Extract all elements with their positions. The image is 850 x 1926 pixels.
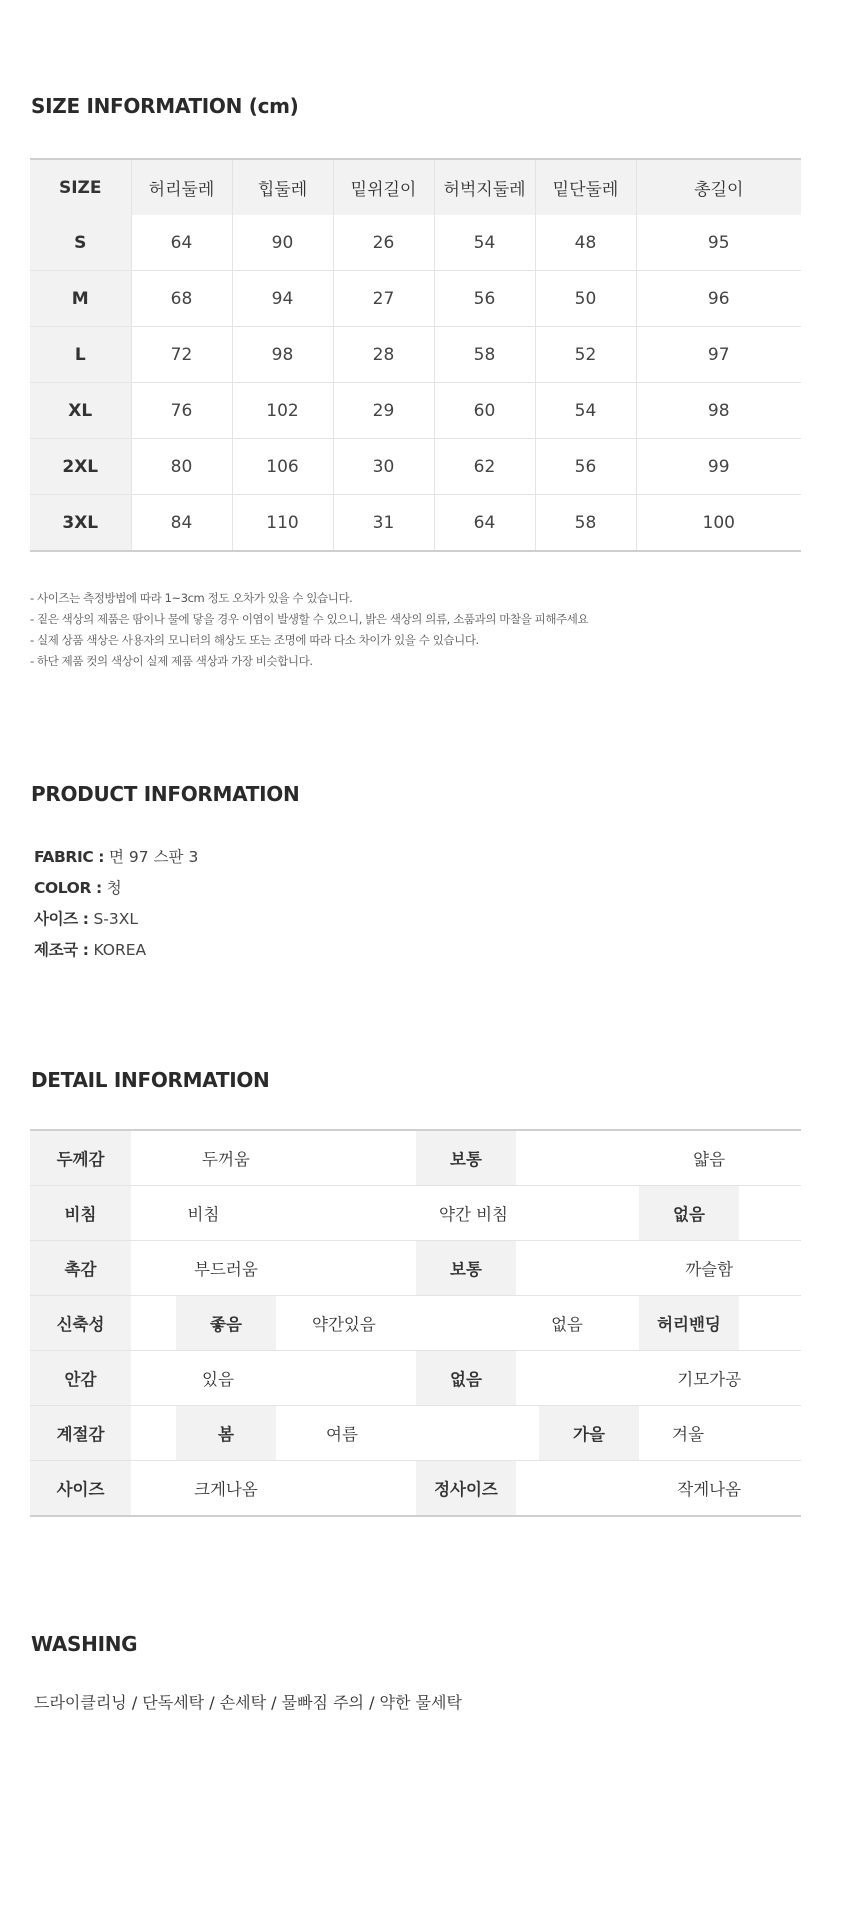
season-label: 계절감 <box>30 1406 131 1461</box>
color-label: COLOR : <box>34 879 102 897</box>
size-label: L <box>30 327 131 383</box>
table-cell: 31 <box>333 495 434 552</box>
detail-option-selected: 정사이즈 <box>416 1461 516 1517</box>
size-label: XL <box>30 383 131 439</box>
table-cell: 28 <box>333 327 434 383</box>
sheerness-label: 비침 <box>30 1186 131 1241</box>
product-info-title: PRODUCT INFORMATION <box>31 782 300 806</box>
detail-option-selected: 보통 <box>416 1130 516 1186</box>
origin-label: 제조국 : <box>34 941 89 959</box>
size-label: M <box>30 271 131 327</box>
table-row <box>30 1130 801 1186</box>
size-range-value: S-3XL <box>93 910 139 928</box>
detail-option: 기모가공 <box>516 1351 801 1406</box>
table-row <box>30 1461 801 1517</box>
table-cell: 68 <box>131 271 232 327</box>
table-cell: 58 <box>434 327 535 383</box>
size-label: S <box>30 215 131 271</box>
note-item: - 사이즈는 측정방법에 따라 1~3cm 정도 오차가 있을 수 있습니다. <box>30 591 353 605</box>
table-cell: 52 <box>535 327 636 383</box>
note-item: - 하단 제품 컷의 색상이 실제 제품 색상과 가장 비슷합니다. <box>30 654 313 668</box>
origin-value: KOREA <box>93 941 147 959</box>
detail-option-selected: 없음 <box>416 1351 516 1406</box>
detail-option: 얇음 <box>693 1150 726 1169</box>
size-table-header-row <box>30 159 801 215</box>
table-cell: 97 <box>636 327 801 383</box>
washing-instructions: 드라이클리닝 / 단독세탁 / 손세탁 / 물빠짐 주의 / 약한 물세탁 <box>34 1693 462 1712</box>
table-cell: 58 <box>535 495 636 552</box>
table-cell: 110 <box>232 495 333 552</box>
table-cell: 64 <box>434 495 535 552</box>
texture-label: 촉감 <box>30 1241 131 1296</box>
detail-option: 부드러움 <box>131 1241 416 1296</box>
fit-label: 사이즈 <box>30 1461 131 1517</box>
detail-option: 약간있음 <box>276 1296 516 1351</box>
table-cell: 54 <box>535 383 636 439</box>
table-row <box>30 327 801 383</box>
product-info-list <box>34 842 198 966</box>
waist-column-header: 허리둘레 <box>131 159 232 215</box>
detail-option: 겨울 <box>639 1406 801 1461</box>
table-cell: 30 <box>333 439 434 495</box>
detail-option: 두꺼움 <box>202 1150 250 1169</box>
detail-option-selected: 없음 <box>639 1186 739 1241</box>
table-cell: 48 <box>535 215 636 271</box>
table-cell: 95 <box>707 232 730 253</box>
detail-option: 없음 <box>516 1296 639 1351</box>
hip-column-header: 힙둘레 <box>232 159 333 215</box>
table-row <box>30 271 801 327</box>
table-cell: 27 <box>333 271 434 327</box>
table-row <box>30 495 801 552</box>
table-row <box>30 383 801 439</box>
detail-option-selected: 좋음 <box>176 1296 276 1351</box>
list-item <box>34 873 198 904</box>
detail-info-title: DETAIL INFORMATION <box>31 1068 270 1092</box>
list-item <box>34 842 198 873</box>
hem-column-header: 밑단둘레 <box>535 159 636 215</box>
table-cell: 62 <box>434 439 535 495</box>
detail-option-selected: 보통 <box>416 1241 516 1296</box>
fabric-label: FABRIC : <box>34 848 105 866</box>
rise-column-header: 밑위길이 <box>333 159 434 215</box>
table-cell: 76 <box>131 383 232 439</box>
table-cell: 56 <box>535 439 636 495</box>
table-cell: 106 <box>232 439 333 495</box>
table-cell: 64 <box>131 215 232 271</box>
table-cell: 50 <box>535 271 636 327</box>
table-cell: 102 <box>232 383 333 439</box>
table-cell: 72 <box>131 327 232 383</box>
table-cell: 29 <box>333 383 434 439</box>
detail-option-selected: 허리밴딩 <box>639 1296 739 1351</box>
detail-option: 여름 <box>276 1406 516 1461</box>
fabric-value: 면 97 스판 3 <box>109 848 199 866</box>
detail-table <box>30 1129 801 1517</box>
color-value: 청 <box>106 879 122 897</box>
size-table <box>30 158 801 552</box>
table-cell: 84 <box>131 495 232 552</box>
thigh-column-header: 허벅지둘레 <box>434 159 535 215</box>
table-cell: 56 <box>434 271 535 327</box>
table-cell: 98 <box>636 383 801 439</box>
size-label: 2XL <box>30 439 131 495</box>
table-row <box>30 215 801 271</box>
detail-option: 크게나옴 <box>131 1461 416 1517</box>
table-row <box>30 1241 801 1296</box>
detail-option-selected: 봄 <box>176 1406 276 1461</box>
detail-option: 비침 <box>131 1186 276 1241</box>
table-row <box>30 1351 801 1406</box>
table-cell: 99 <box>636 439 801 495</box>
detail-option: 있음 <box>131 1351 416 1406</box>
list-item <box>34 935 198 966</box>
size-notes <box>30 588 588 672</box>
table-cell: 90 <box>232 215 333 271</box>
table-cell: 96 <box>636 271 801 327</box>
table-cell: 98 <box>232 327 333 383</box>
table-cell: 94 <box>232 271 333 327</box>
washing-title: WASHING <box>31 1632 138 1656</box>
table-row <box>30 1296 801 1351</box>
note-item: - 짙은 색상의 제품은 땀이나 물에 닿을 경우 이염이 발생할 수 있으니, 밝은 색상의 의류, 소품과의 마찰을 피해주세요 <box>30 612 589 626</box>
table-row <box>30 1406 801 1461</box>
table-cell: 54 <box>434 215 535 271</box>
table-row <box>30 1186 801 1241</box>
table-cell: 26 <box>333 215 434 271</box>
detail-option: 까슬함 <box>516 1241 801 1296</box>
table-cell: 100 <box>636 495 801 552</box>
length-column-header: 총길이 <box>636 159 801 215</box>
thickness-label: 두께감 <box>30 1130 131 1186</box>
detail-option: 약간 비침 <box>276 1186 639 1241</box>
size-column-header: SIZE <box>30 159 131 215</box>
size-range-label: 사이즈 : <box>34 910 89 928</box>
table-cell: 60 <box>434 383 535 439</box>
table-row <box>30 439 801 495</box>
list-item <box>34 904 198 935</box>
stretch-label: 신축성 <box>30 1296 131 1351</box>
note-item: - 실제 상품 색상은 사용자의 모니터의 해상도 또는 조명에 따라 다소 차이가 있을 수 있습니다. <box>30 633 479 647</box>
lining-label: 안감 <box>30 1351 131 1406</box>
size-info-title: SIZE INFORMATION (cm) <box>31 94 299 118</box>
detail-option: 작게나옴 <box>516 1461 801 1517</box>
table-cell: 80 <box>131 439 232 495</box>
size-label: 3XL <box>30 495 131 552</box>
detail-option-selected: 가을 <box>539 1406 639 1461</box>
